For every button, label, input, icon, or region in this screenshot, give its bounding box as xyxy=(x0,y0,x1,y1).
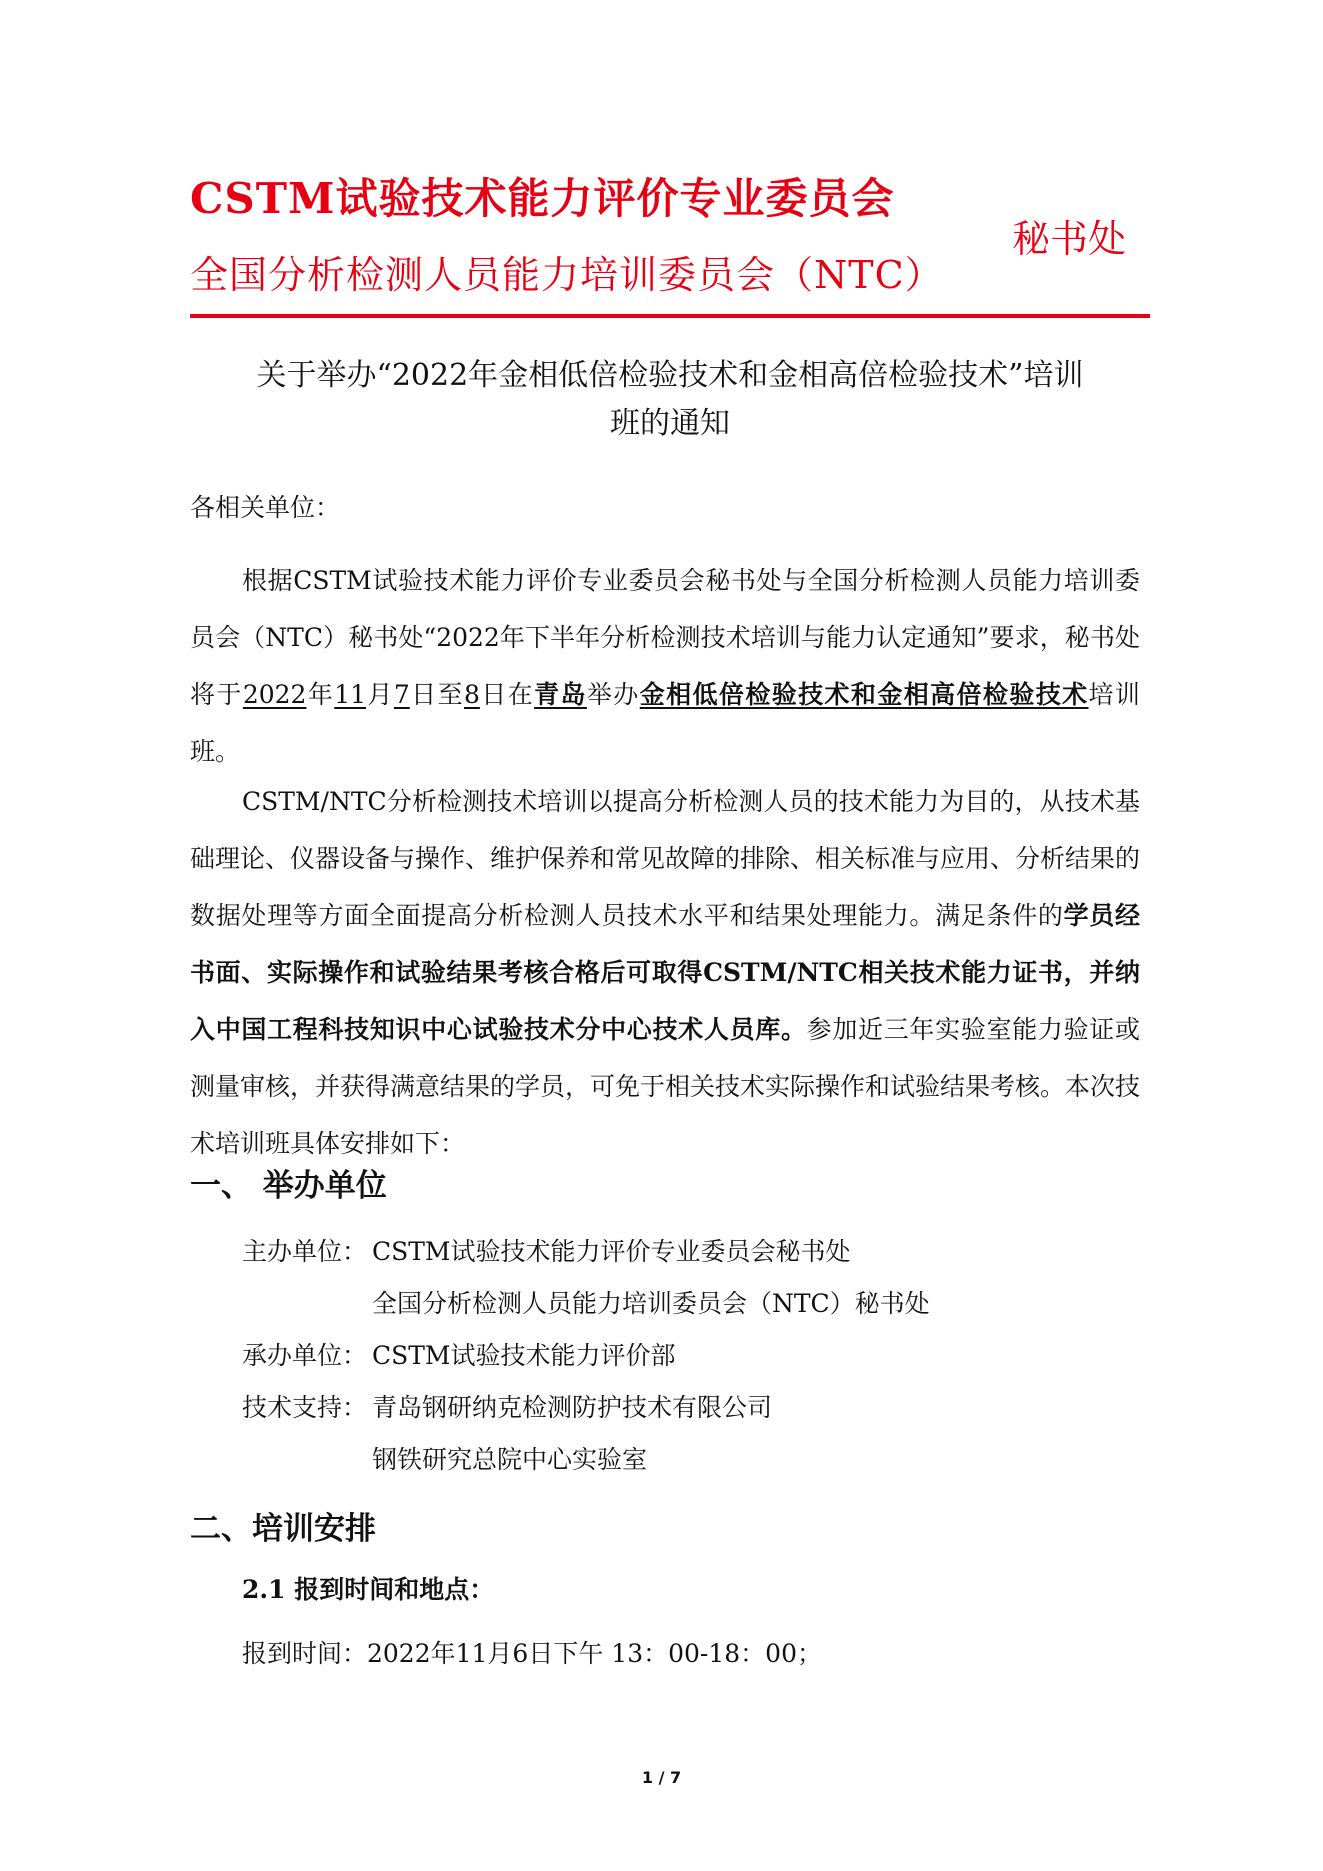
description-bold: 学员经书面、实际操作和试验结果考核合格后可取得CSTM/NTC相关技术能力证书，并纳入中国工程科技知识中心试验技术分中心技术人员库。 xyxy=(190,901,1140,1044)
intro-month-unit: 月 xyxy=(366,680,394,709)
header-divider xyxy=(190,314,1150,318)
intro-at: 日在 xyxy=(479,680,535,709)
host-line1: CSTM试验技术能力评价专业委员会秘书处 xyxy=(372,1237,851,1266)
intro-to: 日至 xyxy=(409,680,464,709)
intro-city: 青岛 xyxy=(534,680,587,709)
organizer-value: CSTM试验技术能力评价部 xyxy=(372,1341,676,1370)
intro-month: 11 xyxy=(334,680,367,709)
host-label: 主办单位： xyxy=(242,1237,368,1266)
section-heading-organizers: 一、 举办单位 xyxy=(190,1168,387,1204)
committee-name-primary: CSTM试验技术能力评价专业委员会 xyxy=(190,174,895,223)
registration-time: 报到时间：2022年11月6日下午 13：00-18：00； xyxy=(242,1639,822,1668)
description-text-tail: 参加近三年实验室能力验证或测量审核，并获得满意结果的学员，可免于相关技术实际操作和试验结果考核。本次技术培训班具体安排如下： xyxy=(190,1015,1141,1158)
intro-end: 培训班。 xyxy=(190,680,1140,766)
subsection-registration: 2.1 报到时间和地点： xyxy=(242,1575,495,1604)
secretariat-label: 秘书处 xyxy=(1012,217,1127,261)
intro-end-day: 8 xyxy=(463,680,480,709)
intro-start-day: 7 xyxy=(393,680,410,709)
intro-hold: 举办 xyxy=(586,680,640,709)
organizer-label: 承办单位： xyxy=(242,1341,368,1370)
intro-year: 2022 xyxy=(242,680,307,709)
support-line1: 青岛钢研纳克检测防护技术有限公司 xyxy=(372,1393,773,1422)
support-line2: 钢铁研究总院中心实验室 xyxy=(372,1445,648,1474)
host-line2: 全国分析检测人员能力培训委员会（NTC）秘书处 xyxy=(372,1289,930,1318)
notice-title-line1: 关于举办“2022年金相低倍检验技术和金相高倍检验技术”培训 xyxy=(256,358,1084,393)
support-label: 技术支持： xyxy=(242,1393,368,1422)
training-description xyxy=(190,773,1140,1172)
page-number: 1 / 7 xyxy=(641,1768,682,1787)
intro-year-unit: 年 xyxy=(306,680,335,709)
intro-paragraph xyxy=(190,552,1140,780)
description-text: CSTM/NTC分析检测技术培训以提高分析检测人员的技术能力为目的，从技术基础理论、仪器设备与操作、维护保养和常见故障的排除、相关标准与应用、分析结果的数据处理等方面全面提高分析检测人员技术水平和结果处理能力。满足条件的 xyxy=(190,787,1141,930)
committee-name-secondary: 全国分析检测人员能力培训委员会（NTC） xyxy=(190,253,944,297)
notice-title-line2: 班的通知 xyxy=(610,406,730,441)
intro-course-name: 金相低倍检验技术和金相高倍检验技术 xyxy=(639,680,1089,709)
salutation: 各相关单位： xyxy=(190,493,341,522)
section-heading-arrangement: 二、培训安排 xyxy=(190,1511,376,1547)
intro-text: 根据CSTM试验技术能力评价专业委员会秘书处与全国分析检测人员能力培训委员会（NTC）秘书处“2022年下半年分析检测技术培训与能力认定通知”要求，秘书处将于 xyxy=(190,566,1140,709)
